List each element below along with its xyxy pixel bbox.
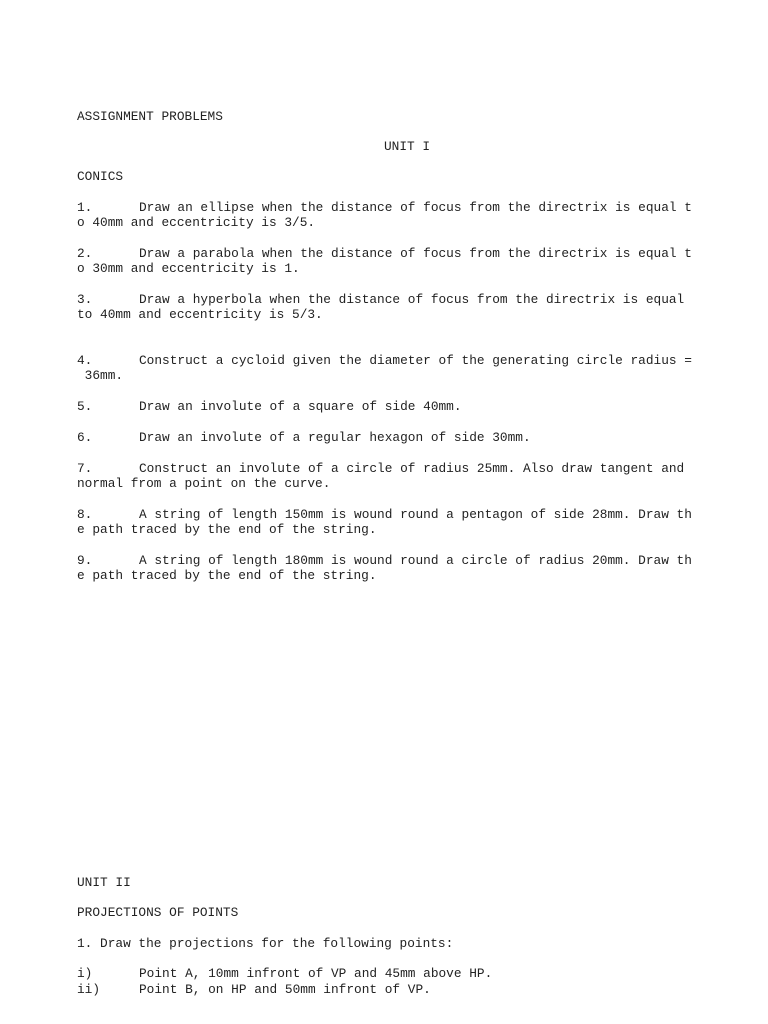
point-item-2: [77, 982, 431, 997]
problem-4-text: Construct a cycloid given the diameter of the generating circle radius =: [139, 353, 692, 368]
problem-7-line-1: [77, 461, 684, 476]
problem-9-line-1: [77, 553, 692, 568]
problem-2-line-2: o 30mm and eccentricity is 1.: [77, 261, 300, 276]
unit-2-title: UNIT II: [77, 875, 131, 890]
problem-7-line-2: normal from a point on the curve.: [77, 476, 331, 491]
problem-2-number: 2.: [77, 246, 93, 261]
document-heading: ASSIGNMENT PROBLEMS: [77, 109, 223, 124]
problem-5-number: 5.: [77, 399, 93, 414]
problem-4-line-1: [77, 353, 692, 368]
problem-8-line-2: e path traced by the end of the string.: [77, 522, 377, 537]
problem-8-text: A string of length 150mm is wound round a pentagon of side 28mm. Draw th: [139, 507, 692, 522]
problem-8-line-1: [77, 507, 692, 522]
problem-5-line-1: [77, 399, 462, 414]
problem-9-number: 9.: [77, 553, 93, 568]
unit-1-title: UNIT I: [384, 139, 431, 154]
problem-1-text: Draw an ellipse when the distance of focus from the directrix is equal t: [139, 200, 692, 215]
problem-2-text: Draw a parabola when the distance of focus from the directrix is equal t: [139, 246, 692, 261]
problem-4-number: 4.: [77, 353, 93, 368]
problem-9-text: A string of length 180mm is wound round a circle of radius 20mm. Draw th: [139, 553, 692, 568]
problem-3-line-1: [77, 292, 684, 307]
section-conics-title: CONICS: [77, 169, 124, 184]
problem-9-line-2: e path traced by the end of the string.: [77, 568, 377, 583]
problem-7-text: Construct an involute of a circle of radius 25mm. Also draw tangent and: [139, 461, 685, 476]
point-item-1-number: i): [77, 966, 93, 981]
problem-3-number: 3.: [77, 292, 93, 307]
problem-4-line-2: 36mm.: [77, 368, 124, 383]
problem-1-line-1: [77, 200, 692, 215]
problem-6-number: 6.: [77, 430, 93, 445]
point-item-2-text: Point B, on HP and 50mm infront of VP.: [139, 982, 431, 997]
problem-1-line-2: o 40mm and eccentricity is 3/5.: [77, 215, 316, 230]
problem-2-line-1: [77, 246, 692, 261]
problem-6-line-1: [77, 430, 531, 445]
problem-6-text: Draw an involute of a regular hexagon of side 30mm.: [139, 430, 531, 445]
point-item-2-number: ii): [77, 982, 101, 997]
problem-5-text: Draw an involute of a square of side 40mm.: [139, 399, 462, 414]
point-item-1-text: Point A, 10mm infront of VP and 45mm above HP.: [139, 966, 493, 981]
problem-1-number: 1.: [77, 200, 93, 215]
problem-3-line-2: to 40mm and eccentricity is 5/3.: [77, 307, 323, 322]
section-projections-title: PROJECTIONS OF POINTS: [77, 905, 239, 920]
problem-3-text: Draw a hyperbola when the distance of focus from the directrix is equal: [139, 292, 685, 307]
unit-2-intro: 1. Draw the projections for the following points:: [77, 936, 454, 951]
problem-7-number: 7.: [77, 461, 93, 476]
point-item-1: [77, 966, 492, 981]
problem-8-number: 8.: [77, 507, 93, 522]
